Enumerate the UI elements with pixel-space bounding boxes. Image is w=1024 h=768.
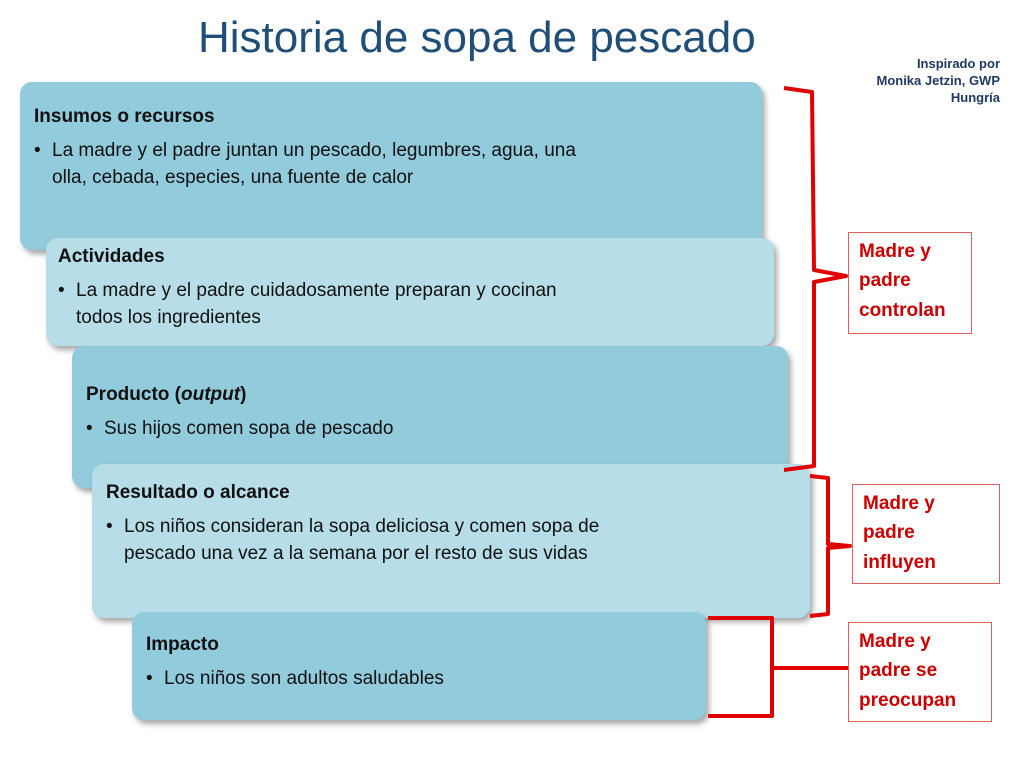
card-bullet: • Los niños consideran la sopa deliciosa y comen sopa de pescado una vez a la semana por el resto de sus vidas — [106, 514, 636, 567]
page-title: Historia de sopa de pescado — [198, 13, 756, 62]
credit-line: Hungría — [950, 89, 1000, 105]
card-heading: Producto (output) — [86, 384, 247, 405]
card-heading-italic: output — [181, 384, 241, 405]
card-heading: Insumos o recursos — [34, 106, 215, 127]
card-bullet: • Sus hijos comen sopa de pescado — [86, 416, 770, 443]
note-influyen: Madre y padre influyen — [852, 484, 1000, 584]
bracket-preocupan — [708, 618, 848, 716]
card-heading: Actividades — [58, 246, 165, 267]
card-bullet: • Los niños son adultos saludables — [146, 666, 688, 693]
credit-line: Monika Jetzin, GWP — [876, 72, 1000, 88]
credit-line: Inspirado por — [916, 56, 1000, 71]
note-preocupan: Madre y padre se preocupan — [848, 622, 992, 722]
card-heading: Impacto — [146, 634, 219, 655]
bracket-controlan — [784, 88, 846, 470]
card-heading: Resultado o alcance — [106, 482, 290, 503]
card-bullet: • La madre y el padre juntan un pescado, legumbres, agua, una olla, cebada, especies, una fuente de calor — [34, 138, 594, 191]
note-controlan: Madre y padre controlan — [848, 232, 972, 334]
card-bullet: • La madre y el padre cuidadosamente preparan y cocinan todos los ingredientes — [58, 278, 598, 331]
bracket-influyen — [810, 476, 850, 616]
